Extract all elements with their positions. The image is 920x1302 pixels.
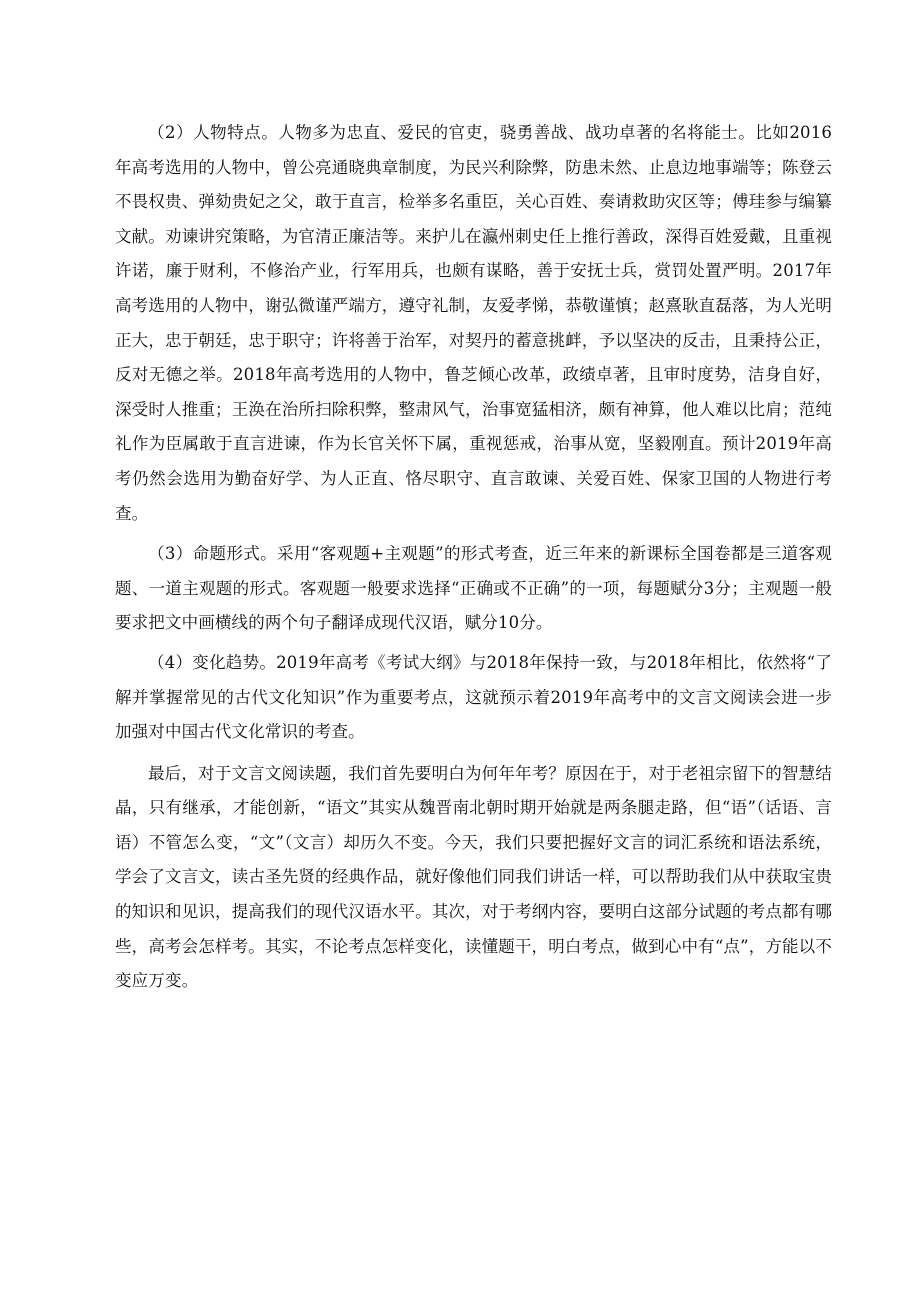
paragraph-conclusion: 最后，对于文言文阅读题，我们首先要明白为何年年考？原因在于，对于老祖宗留下的智慧结晶，只有继承，才能创新，“语文”其实从魏晋南北朝时期开始就是两条腿走路，但“语”（话语、言语）不管怎么变，“文”（文言）却历久不变。今天，我们只要把握好文言的词汇系统和语法系统，学会了文言文，读古圣先贤的经典作品，就好像他们同我们讲话一样，可以帮助我们从中获取宝贵的知识和见识，提高我们的现代汉语水平。其次，对于考纲内容，要明白这部分试题的考点都有哪些，高考会怎样考。其实，不论考点怎样变化，读懂题干，明白考点，做到心中有“点”，方能以不变应万变。 (115, 763, 832, 991)
paragraph-question-format: （3）命题形式。采用“客观题+主观题”的形式考查，近三年来的新课标全国卷都是三道客观题、一道主观题的形式。客观题一般要求选择“正确或不正确”的一项，每题赋分3分；主观题一般要求把文中画横线的两个句子翻译成现代汉语，赋分10分。 (115, 544, 832, 633)
paragraph-change-trend: （4）变化趋势。2019年高考《考试大纲》与2018年保持一致，与2018年相比，依然将“了解并掌握常见的古代文化知识”作为重要考点，这就预示着2019年高考中的文言文阅读会进一步加强对中国古代文化常识的考查。 (115, 652, 832, 742)
paragraph-character-traits: （2）人物特点。人物多为忠直、爱民的官吏，骁勇善战、战功卓著的名将能士。比如2016年高考选用的人物中，曾公亮通晓典章制度，为民兴利除弊，防患未然、止息边地事端等；陈登云不畏权贵、弹劾贵妃之父，敢于直言，检举多名重臣，关心百姓、奏请救助灾区等；傅珪参与编纂文献。劝谏讲究策略，为官清正廉洁等。来护儿在瀛州刺史任上推行善政，深得百姓爱戴，且重视许诺，廉于财利，不修治产业，行军用兵，也颇有谋略，善于安抚士兵，赏罚处置严明。2017年高考选用的人物中，谢弘微谨严端方，遵守礼制，友爱孝悌，恭敬谨慎；赵熹耿直磊落，为人光明正大，忠于朝廷，忠于职守；许将善于治军，对契丹的蓄意挑衅，予以坚决的反击，且秉持公正，反对无德之举。2018年高考选用的人物中，鲁芝倾心改革，政绩卓著，且审时度势，洁身自好，深受时人推重；王涣在治所扫除积弊，整肃风气，治事宽猛相济，颇有神算，他人难以比肩；范纯礼作为臣属敢于直言进谏，作为长官关怀下属，重视惩戒，治事从宽，坚毅刚直。预计2019年高考仍然会选用为勤奋好学、为人正直、恪尽职守、直言敢谏、关爱百姓、保家卫国的人物进行考查。 (115, 123, 832, 523)
